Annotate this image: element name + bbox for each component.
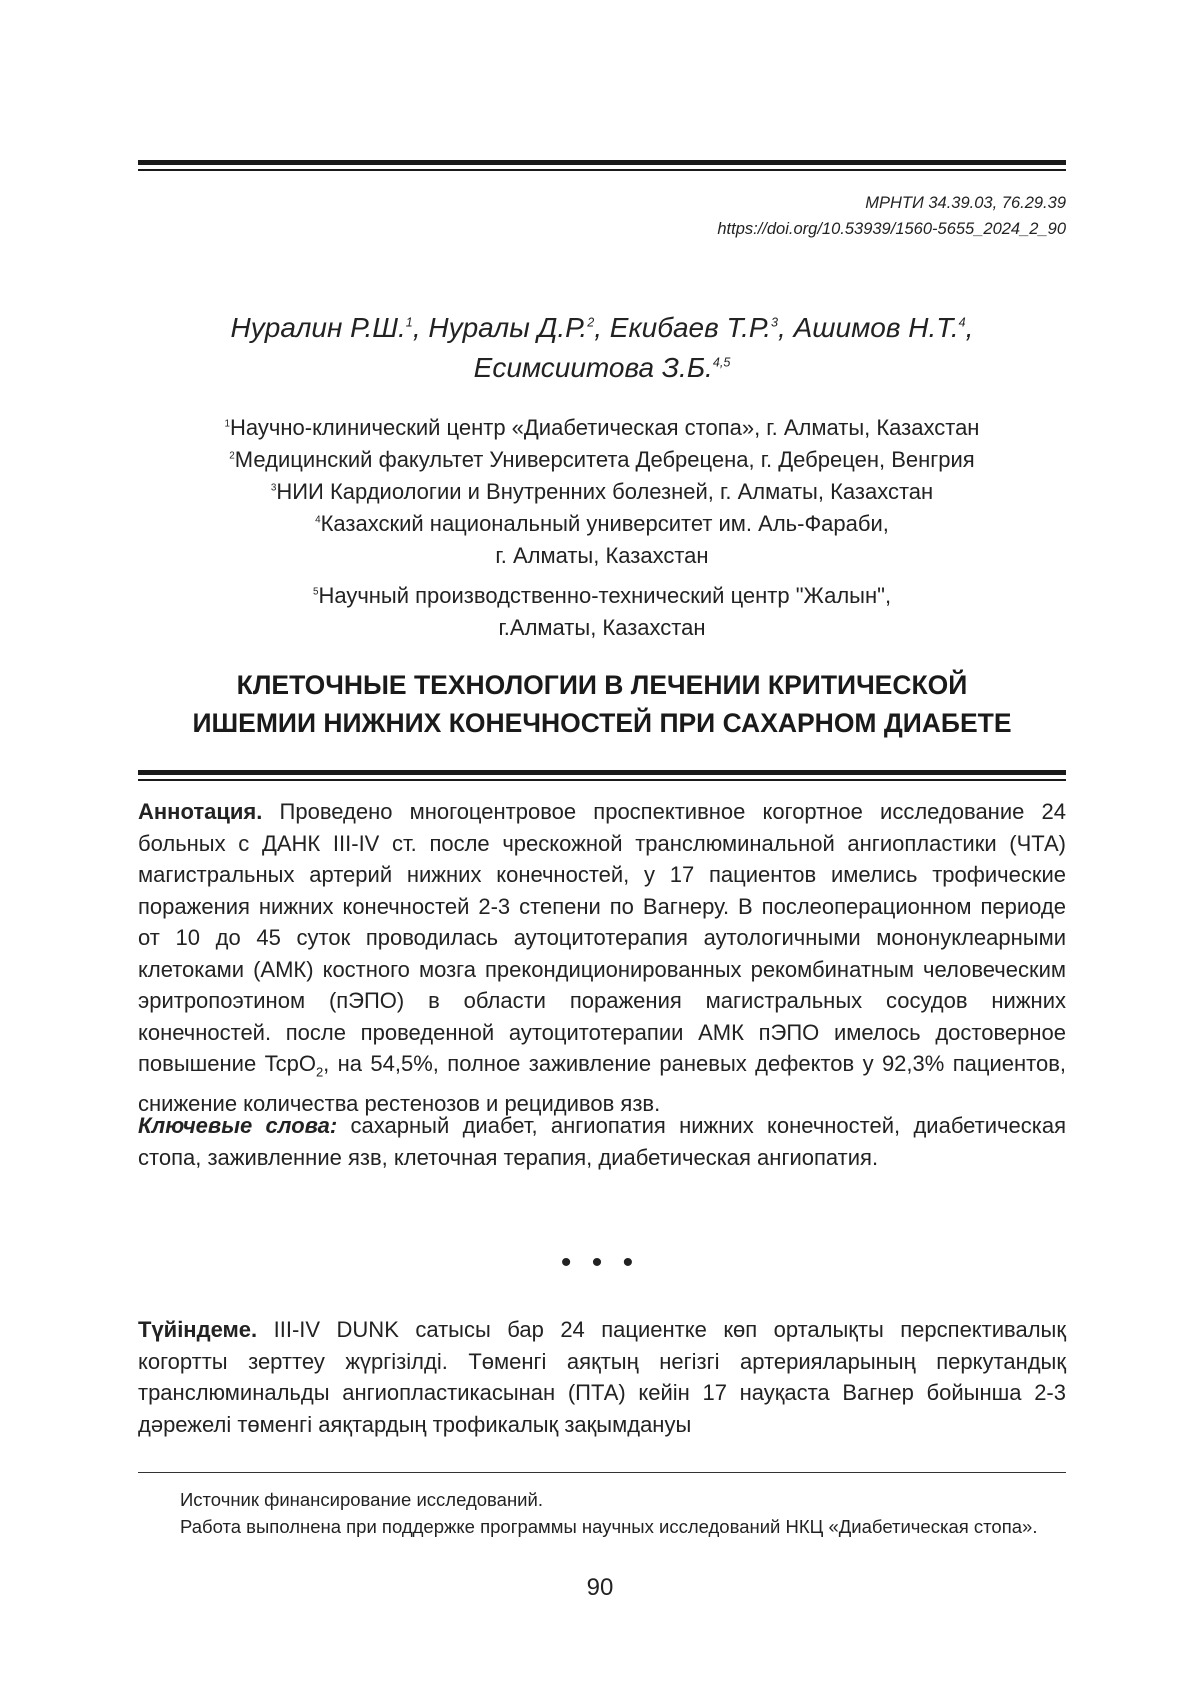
affiliation-list bbox=[138, 412, 1066, 644]
affil-text: НИИ Кардиологии и Внутренних болезней, г. Алматы, Казахстан bbox=[276, 479, 934, 504]
author-name: Екибаев Т.Р. bbox=[609, 312, 772, 343]
footnote-line-2: Работа выполнена при поддержке программы научных исследований НКЦ «Диабетическая стопа». bbox=[180, 1516, 1038, 1537]
title-rule-thick bbox=[138, 770, 1066, 775]
keywords-label: Ключевые слова: bbox=[138, 1113, 338, 1138]
affiliation-4 bbox=[138, 508, 1066, 540]
author-name: Есимсиитова З.Б. bbox=[473, 352, 713, 383]
author-affil-sup: 4,5 bbox=[712, 355, 731, 370]
author-separator: , bbox=[778, 312, 794, 343]
page-number: 90 bbox=[586, 1574, 614, 1601]
author-separator: , bbox=[965, 312, 974, 343]
keywords-text: сахарный диабет, ангиопатия нижних конечностей, диабетическая стопа, заживленние язв, клеточная терапия, диабетическая ангиопатия. bbox=[138, 1113, 1067, 1170]
author-line-1 bbox=[138, 308, 1066, 348]
kz-abstract-label: Түйіндеме. bbox=[138, 1317, 258, 1342]
affiliation-5 bbox=[138, 580, 1066, 612]
footnote-line-1: Источник финансирование исследований. bbox=[180, 1489, 543, 1510]
affiliation-5-cont: г.Алматы, Казахстан bbox=[498, 615, 706, 640]
author-separator: , bbox=[594, 312, 610, 343]
footnote bbox=[138, 1486, 1066, 1540]
author-separator: , bbox=[412, 312, 429, 343]
doi-link[interactable]: https://doi.org/10.53939/1560-5655_2024_2_90 bbox=[717, 220, 1066, 238]
author-affil-sup: 4 bbox=[958, 315, 966, 330]
affil-number: 3 bbox=[270, 482, 277, 494]
affil-number: 4 bbox=[315, 514, 321, 526]
affiliation-4-cont: г. Алматы, Казахстан bbox=[495, 543, 709, 568]
abstract-label: Аннотация. bbox=[138, 799, 263, 824]
article-codes bbox=[717, 190, 1066, 242]
affiliation-2 bbox=[138, 444, 1066, 476]
affil-number: 1 bbox=[224, 418, 231, 430]
affiliation-1 bbox=[138, 412, 1066, 444]
author-affil-sup: 2 bbox=[587, 315, 595, 330]
title-line-2: ИШЕМИИ НИЖНИХ КОНЕЧНОСТЕЙ ПРИ САХАРНОМ ДИАБЕТЕ bbox=[192, 708, 1012, 738]
abstract-text: Проведено многоцентровое проспективное когортное исследование 24 больных с ДАНК III-IV ст. после чрескожной транслюминальной ангиопластики (ЧТА) магистральных артерий нижних конечностей, у 17 пациентов имелись трофические поражения нижних конечностей 2-3 степени по Вагнеру. В послеоперационном периоде от 10 до 45 суток проводилась аутоцитотерапия аутологичными мононуклеарными клетоками (АМК) костного мозга прекондиционированных рекомбинатным человеческим эритропоэтином (пЭПО) в области поражения магистральных сосудов нижних конечностей. после проведенной аутоцитотерапии АМК пЭПО имелось достоверное повышение TcpO bbox=[138, 799, 1066, 1076]
author-line-2 bbox=[138, 348, 1066, 388]
title-rule-thin bbox=[138, 779, 1066, 781]
header-rule-thick bbox=[138, 160, 1066, 165]
title-line-1: КЛЕТОЧНЫЕ ТЕХНОЛОГИИ В ЛЕЧЕНИИ КРИТИЧЕСКОЙ bbox=[236, 670, 968, 700]
abstract-text-cont: , на 54,5%, полное заживление раневых дефектов у 92,3% пациентов, снижение количества рестенозов и рецидивов язв. bbox=[138, 1051, 1066, 1116]
article-title bbox=[138, 666, 1066, 742]
author-affil-sup: 1 bbox=[405, 315, 413, 330]
header-rule-thin bbox=[138, 169, 1066, 171]
kz-abstract-paragraph bbox=[138, 1314, 1066, 1440]
affil-text: Медицинский факультет Университета Дебрецена, г. Дебрецен, Венгрия bbox=[234, 447, 975, 472]
author-name: Нуралин Р.Ш. bbox=[230, 312, 406, 343]
abstract-paragraph bbox=[138, 796, 1066, 1119]
affil-number: 5 bbox=[312, 586, 319, 598]
keywords-paragraph bbox=[138, 1110, 1066, 1173]
footnote-divider bbox=[138, 1472, 1066, 1473]
affil-text: Научный производственно-технический центр "Жалын", bbox=[318, 583, 892, 608]
affiliation-3 bbox=[138, 476, 1066, 508]
author-list bbox=[138, 308, 1066, 388]
kz-abstract-text: III-IV DUNK сатысы бар 24 пациентке көп орталықты перспективалық когортты зерттеу жүргізілді. Төменгі аяқтың негізгі артерияларының перкутандық транслюминальды ангиопластикасынан (ПТА) кейін 17 науқаста Вагнер бойынша 2-3 дәрежелі төменгі аяқтардың трофикалық зақымдануы bbox=[138, 1317, 1066, 1437]
author-name: Ашимов Н.Т. bbox=[793, 312, 959, 343]
affil-number: 2 bbox=[229, 450, 235, 462]
author-name: Нуралы Д.Р. bbox=[428, 312, 588, 343]
abstract-subscript: 2 bbox=[315, 1064, 324, 1080]
section-separator: • • • bbox=[560, 1246, 640, 1279]
author-affil-sup: 3 bbox=[771, 315, 779, 330]
classification-code: МРНТИ 34.39.03, 76.29.39 bbox=[865, 194, 1066, 212]
affil-text: Казахский национальный университет им. Аль-Фараби, bbox=[320, 511, 889, 536]
affil-text: Научно-клинический центр «Диабетическая стопа», г. Алматы, Казахстан bbox=[230, 415, 980, 440]
